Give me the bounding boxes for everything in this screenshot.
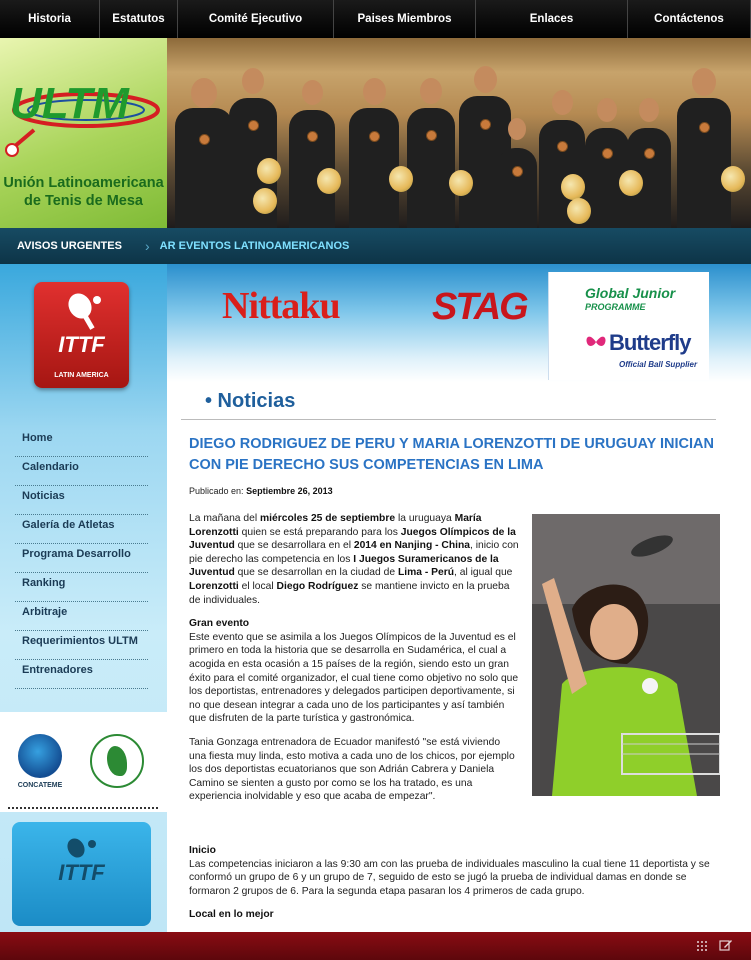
global-junior-text: Global Junior	[585, 285, 676, 301]
nav-item-contáctenos[interactable]: Contáctenos	[628, 0, 751, 38]
edit-icon[interactable]	[719, 938, 733, 952]
heading-local-en-lo-mejor: Local en lo mejor	[189, 909, 274, 921]
nav-item-comité-ejecutivo[interactable]: Comité Ejecutivo	[178, 0, 334, 38]
concateme-label: CONCATEME	[17, 782, 63, 789]
flower-bouquet	[389, 166, 413, 192]
nittaku-logo[interactable]: Nittaku	[222, 285, 340, 327]
logo-text	[0, 174, 167, 210]
flower-bouquet	[721, 166, 745, 192]
published-date: Septiembre 26, 2013	[246, 486, 333, 496]
sidebar-item-noticias[interactable]: Noticias	[15, 486, 148, 515]
article-body-top	[189, 512, 519, 814]
nav-item-estatutos[interactable]: Estatutos	[100, 0, 178, 38]
top-navigation	[0, 0, 751, 38]
ittf-blue-logo[interactable]	[12, 822, 151, 926]
team-member	[349, 78, 399, 228]
stag-logo[interactable]: STAG	[432, 286, 527, 328]
article-title[interactable]: DIEGO RODRIGUEZ DE PERU Y MARIA LORENZOTTI DE URUGUAY INICIAN CON PIE DERECHO SUS COMPETENCIAS EN LIMA	[189, 436, 715, 473]
ultm-logo[interactable]	[0, 38, 167, 228]
urgent-label: AVISOS URGENTES	[17, 240, 122, 252]
flower-bouquet	[619, 170, 643, 196]
ultm-logo-mark-icon	[4, 52, 162, 172]
chevron-right-icon: ›	[145, 238, 150, 254]
section-title: • Noticias	[205, 390, 296, 412]
logo-line-2: de Tenis de Mesa	[24, 193, 143, 209]
header	[0, 38, 751, 228]
concateme-logo-icon[interactable]	[18, 734, 62, 778]
team-member	[677, 68, 731, 228]
ittf-text: ITTF	[58, 332, 105, 357]
team-member	[289, 80, 335, 228]
urgent-ticker-link[interactable]: AR EVENTOS LATINOAMERICANOS	[159, 240, 350, 252]
published-info	[189, 486, 333, 496]
team-member	[627, 98, 671, 228]
logo-abbr: ULTM	[10, 79, 129, 128]
team-member	[585, 98, 629, 228]
sidebar-item-galer-a-de-atletas[interactable]: Galería de Atletas	[15, 515, 148, 544]
sidebar-item-programa-desarrollo[interactable]: Programa Desarrollo	[15, 544, 148, 573]
flower-bouquet	[561, 174, 585, 200]
south-america-federation-logo-icon[interactable]	[90, 734, 144, 788]
section-divider	[181, 419, 716, 420]
team-member	[175, 78, 233, 228]
sidebar-item-requerimientos-ultm[interactable]: Requerimientos ULTM	[15, 631, 148, 660]
logo-line-1: Unión Latinoamericana	[3, 175, 164, 191]
nav-item-paises-miembros[interactable]: Paises Miembros	[334, 0, 476, 38]
flower-bouquet	[317, 168, 341, 194]
article-body-bottom	[189, 844, 719, 922]
programme-text: PROGRAMME	[585, 302, 646, 312]
urgent-notices-bar	[0, 228, 751, 264]
article-paragraph-3: Tania Gonzaga entrenadora de Ecuador manifestó "se está viviendo una fiesta muy linda, esto motiva a cada uno de los chicos, por ejemplo los dos deportistas ecuatorianos que son Adrián Cabrera y Daniela Camino se sienten a gusto por como se los ha tratado, es una experiencia inolvidable y eso que acaba de empezar".	[189, 736, 515, 803]
browser-status-bar	[0, 932, 751, 960]
team-member	[497, 118, 537, 228]
flower-bouquet	[567, 198, 591, 224]
nav-item-historia[interactable]: Historia	[0, 0, 100, 38]
heading-gran-evento: Gran evento	[189, 618, 250, 630]
heading-inicio: Inicio	[189, 845, 216, 856]
article-photo	[532, 514, 720, 796]
butterfly-icon	[585, 334, 607, 350]
butterfly-logo-text: Butterfly	[609, 330, 691, 355]
partner-logos	[0, 712, 167, 812]
resize-grip-icon	[697, 941, 707, 951]
nav-item-enlaces[interactable]: Enlaces	[476, 0, 628, 38]
ittf-latin-america-logo[interactable]	[34, 282, 129, 388]
article-paragraph-4: Las competencias iniciaron a las 9:30 am con las prueba de individuales masculino la cual tiene 11 deportista y se conformó un grupo de 6 y un grupo de 7, seguido de esto se jugó la prueba de individual damas en donde se formaron 2 grupos de 6. Para la segunda etapa pasaran los 4 primeros de cada grupo.	[189, 858, 710, 897]
flower-bouquet	[253, 188, 277, 214]
team-member	[407, 78, 455, 228]
sidebar-item-ranking[interactable]: Ranking	[15, 573, 148, 602]
flower-bouquet	[257, 158, 281, 184]
divider	[8, 807, 158, 809]
player-photo-illustration	[532, 514, 720, 796]
article-paragraph-2: Este evento que se asimila a los Juegos Olímpicos de la Juventud es el primero en toda la historia que se desarrolla en Sudamérica, el cual a acogida en esta ocasión a 15 países de la región, siendo esto un gran éxito para el comité organizador, el cual tiene como objetivo no solo que los deportistas, entrenadores y delegados participen deportivamente, si no que desean integrar a cada uno de los participantes y así también que disfruten de la parte turística y gastronómica.	[189, 631, 519, 725]
paddle-icon	[64, 290, 104, 334]
sidebar-menu	[15, 428, 148, 689]
ittf-blue-text: ITTF	[58, 860, 105, 885]
official-ball-supplier-text: Official Ball Supplier	[619, 360, 698, 369]
team-photo	[167, 38, 751, 228]
flower-bouquet	[449, 170, 473, 196]
published-label: Publicado en:	[189, 486, 244, 496]
article-paragraph-1: La mañana del miércoles 25 de septiembre la uruguaya María Lorenzotti quien se está preparando para los Juegos Olímpicos de la Juventud que se desarrollara en el 2014 en Nanjing - China, inicio con pie derecho las competencia en los I Juegos Suramericanos de la Juventud que se desarrollan en la ciudad de Lima - Perú, al igual que Lorenzotti el local Diego Rodríguez se mantiene invicto en la prueba de individuales.	[189, 513, 519, 606]
sidebar-item-calendario[interactable]: Calendario	[15, 457, 148, 486]
sidebar-item-arbitraje[interactable]: Arbitraje	[15, 602, 148, 631]
latin-america-text: LATIN AMERICA	[54, 372, 109, 379]
main-content	[167, 382, 751, 932]
sponsor-banner	[167, 264, 751, 382]
sidebar-item-entrenadores[interactable]: Entrenadores	[15, 660, 148, 689]
sidebar	[0, 264, 167, 932]
global-junior-butterfly-box[interactable]	[548, 272, 709, 380]
sidebar-item-home[interactable]: Home	[15, 428, 148, 457]
